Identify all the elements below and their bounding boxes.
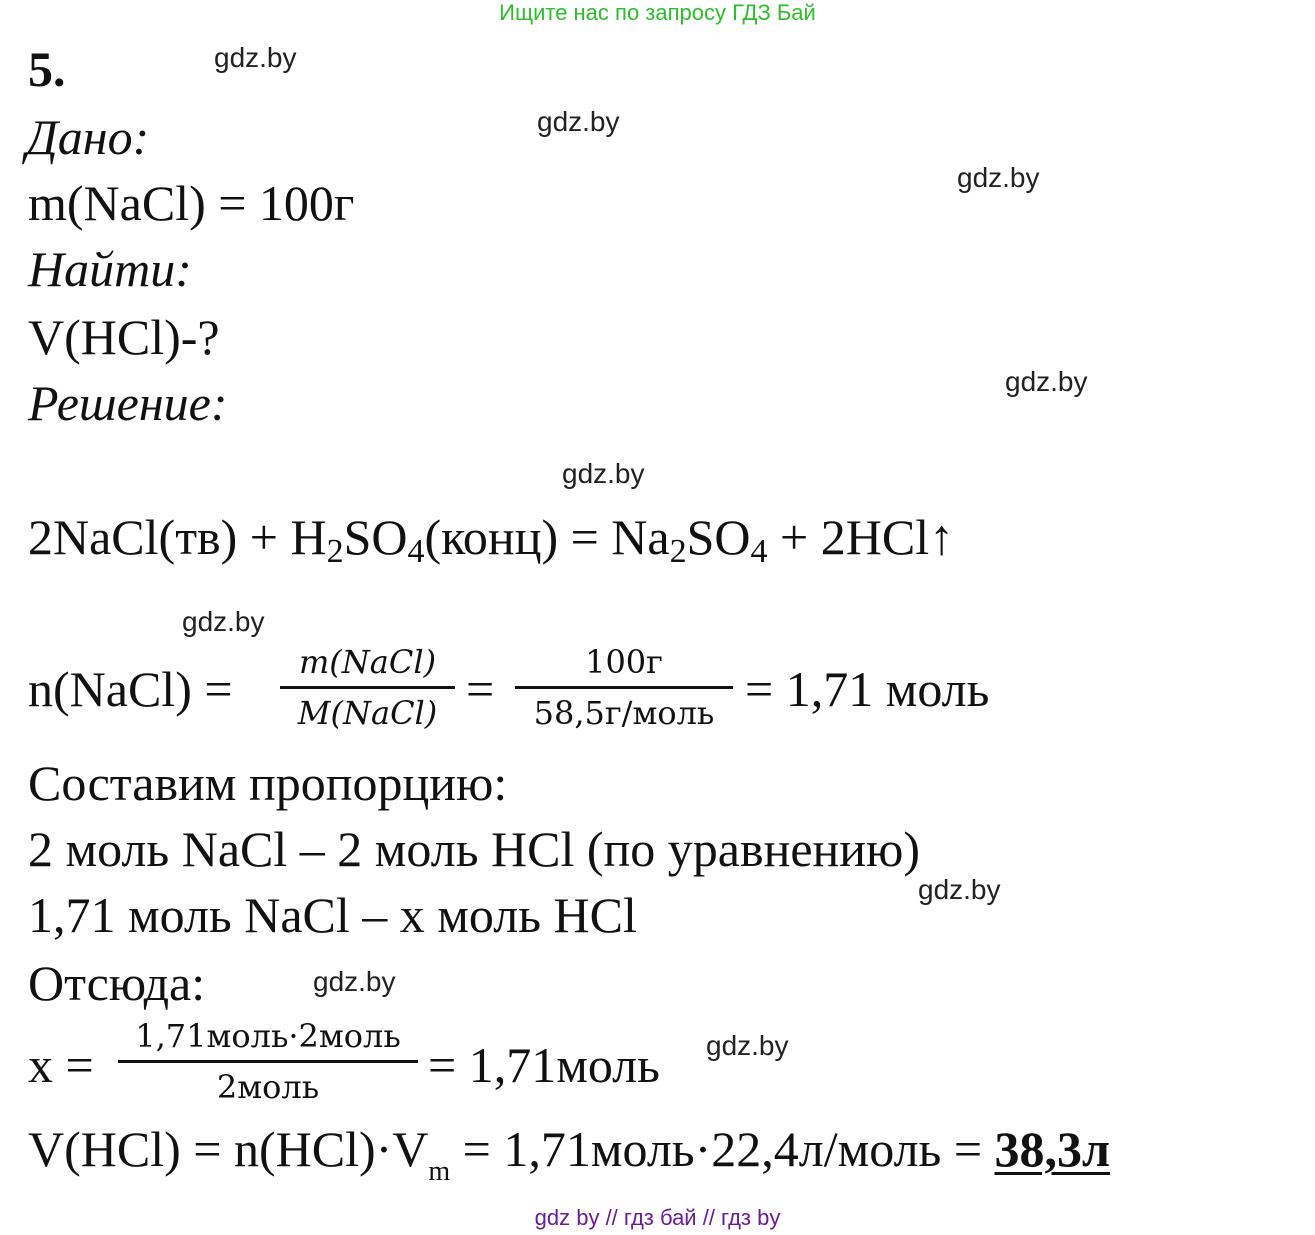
numeric-fraction: [515, 640, 733, 735]
watermark: gdz.by: [313, 966, 396, 997]
volume-line: $V(HCl) = n(HCl)\cdot V_m$ = 1,71моль·22,4л/моль = 38,3л: [28, 1121, 1111, 1187]
fraction-numerator: 100г: [585, 643, 663, 681]
watermark: gdz.by: [957, 162, 1040, 193]
fraction-denominator: 2моль: [216, 1068, 320, 1106]
molar-fraction: [280, 640, 455, 735]
hence-label: Отсюда:: [28, 955, 206, 1011]
given-label: Дано:: [26, 109, 150, 165]
proportion-label: Составим пропорцию:: [28, 755, 508, 811]
footer-watermark: gdz by // гдз бай // гдз by: [534, 1205, 781, 1230]
watermark: gdz.by: [537, 106, 620, 137]
search-note: Ищите нас по запросу ГДЗ Бай: [499, 0, 816, 25]
watermark: gdz.by: [918, 874, 1001, 905]
proportion-line-1: 2 моль NaCl – 2 моль HCl (по уравнению): [28, 821, 921, 877]
fraction-bar: [280, 686, 455, 689]
watermark: gdz.by: [706, 1030, 789, 1061]
reaction-equation: 2NaCl(тв) + $H_2SO_4(конц) = Na_2SO_4$ + 2HCl↑: [28, 509, 955, 570]
watermark: gdz.by: [1005, 366, 1088, 397]
x-fraction: [118, 1014, 418, 1109]
moles-result: = 1,71 моль: [745, 661, 990, 717]
moles-lhs: n(NaCl) =: [28, 661, 233, 717]
task-number: 5.: [28, 41, 66, 97]
fraction-numerator: m(NaCl): [298, 643, 437, 681]
fraction-denominator: 58,5г/моль: [533, 694, 715, 732]
x-result: = 1,71моль: [428, 1037, 660, 1093]
watermark: gdz.by: [182, 606, 265, 637]
final-answer: 38,3л: [994, 1121, 1111, 1177]
fraction-bar: [515, 686, 733, 689]
find-value: V(HCl)-?: [28, 309, 220, 365]
x-lhs: x =: [28, 1037, 94, 1093]
find-label: Найти:: [28, 241, 192, 297]
watermark: gdz.by: [562, 458, 645, 489]
proportion-line-2: 1,71 моль NaCl – x моль HCl: [28, 887, 637, 943]
fraction-denominator: M(NaCl): [297, 694, 438, 732]
equals-sign: =: [466, 661, 495, 717]
fraction-numerator: 1,71моль·2моль: [135, 1017, 401, 1055]
given-value: m(NaCl) = 100г: [28, 175, 355, 231]
watermark: gdz.by: [214, 42, 297, 73]
fraction-bar: [118, 1060, 418, 1063]
solution-label: Решение:: [28, 375, 228, 431]
